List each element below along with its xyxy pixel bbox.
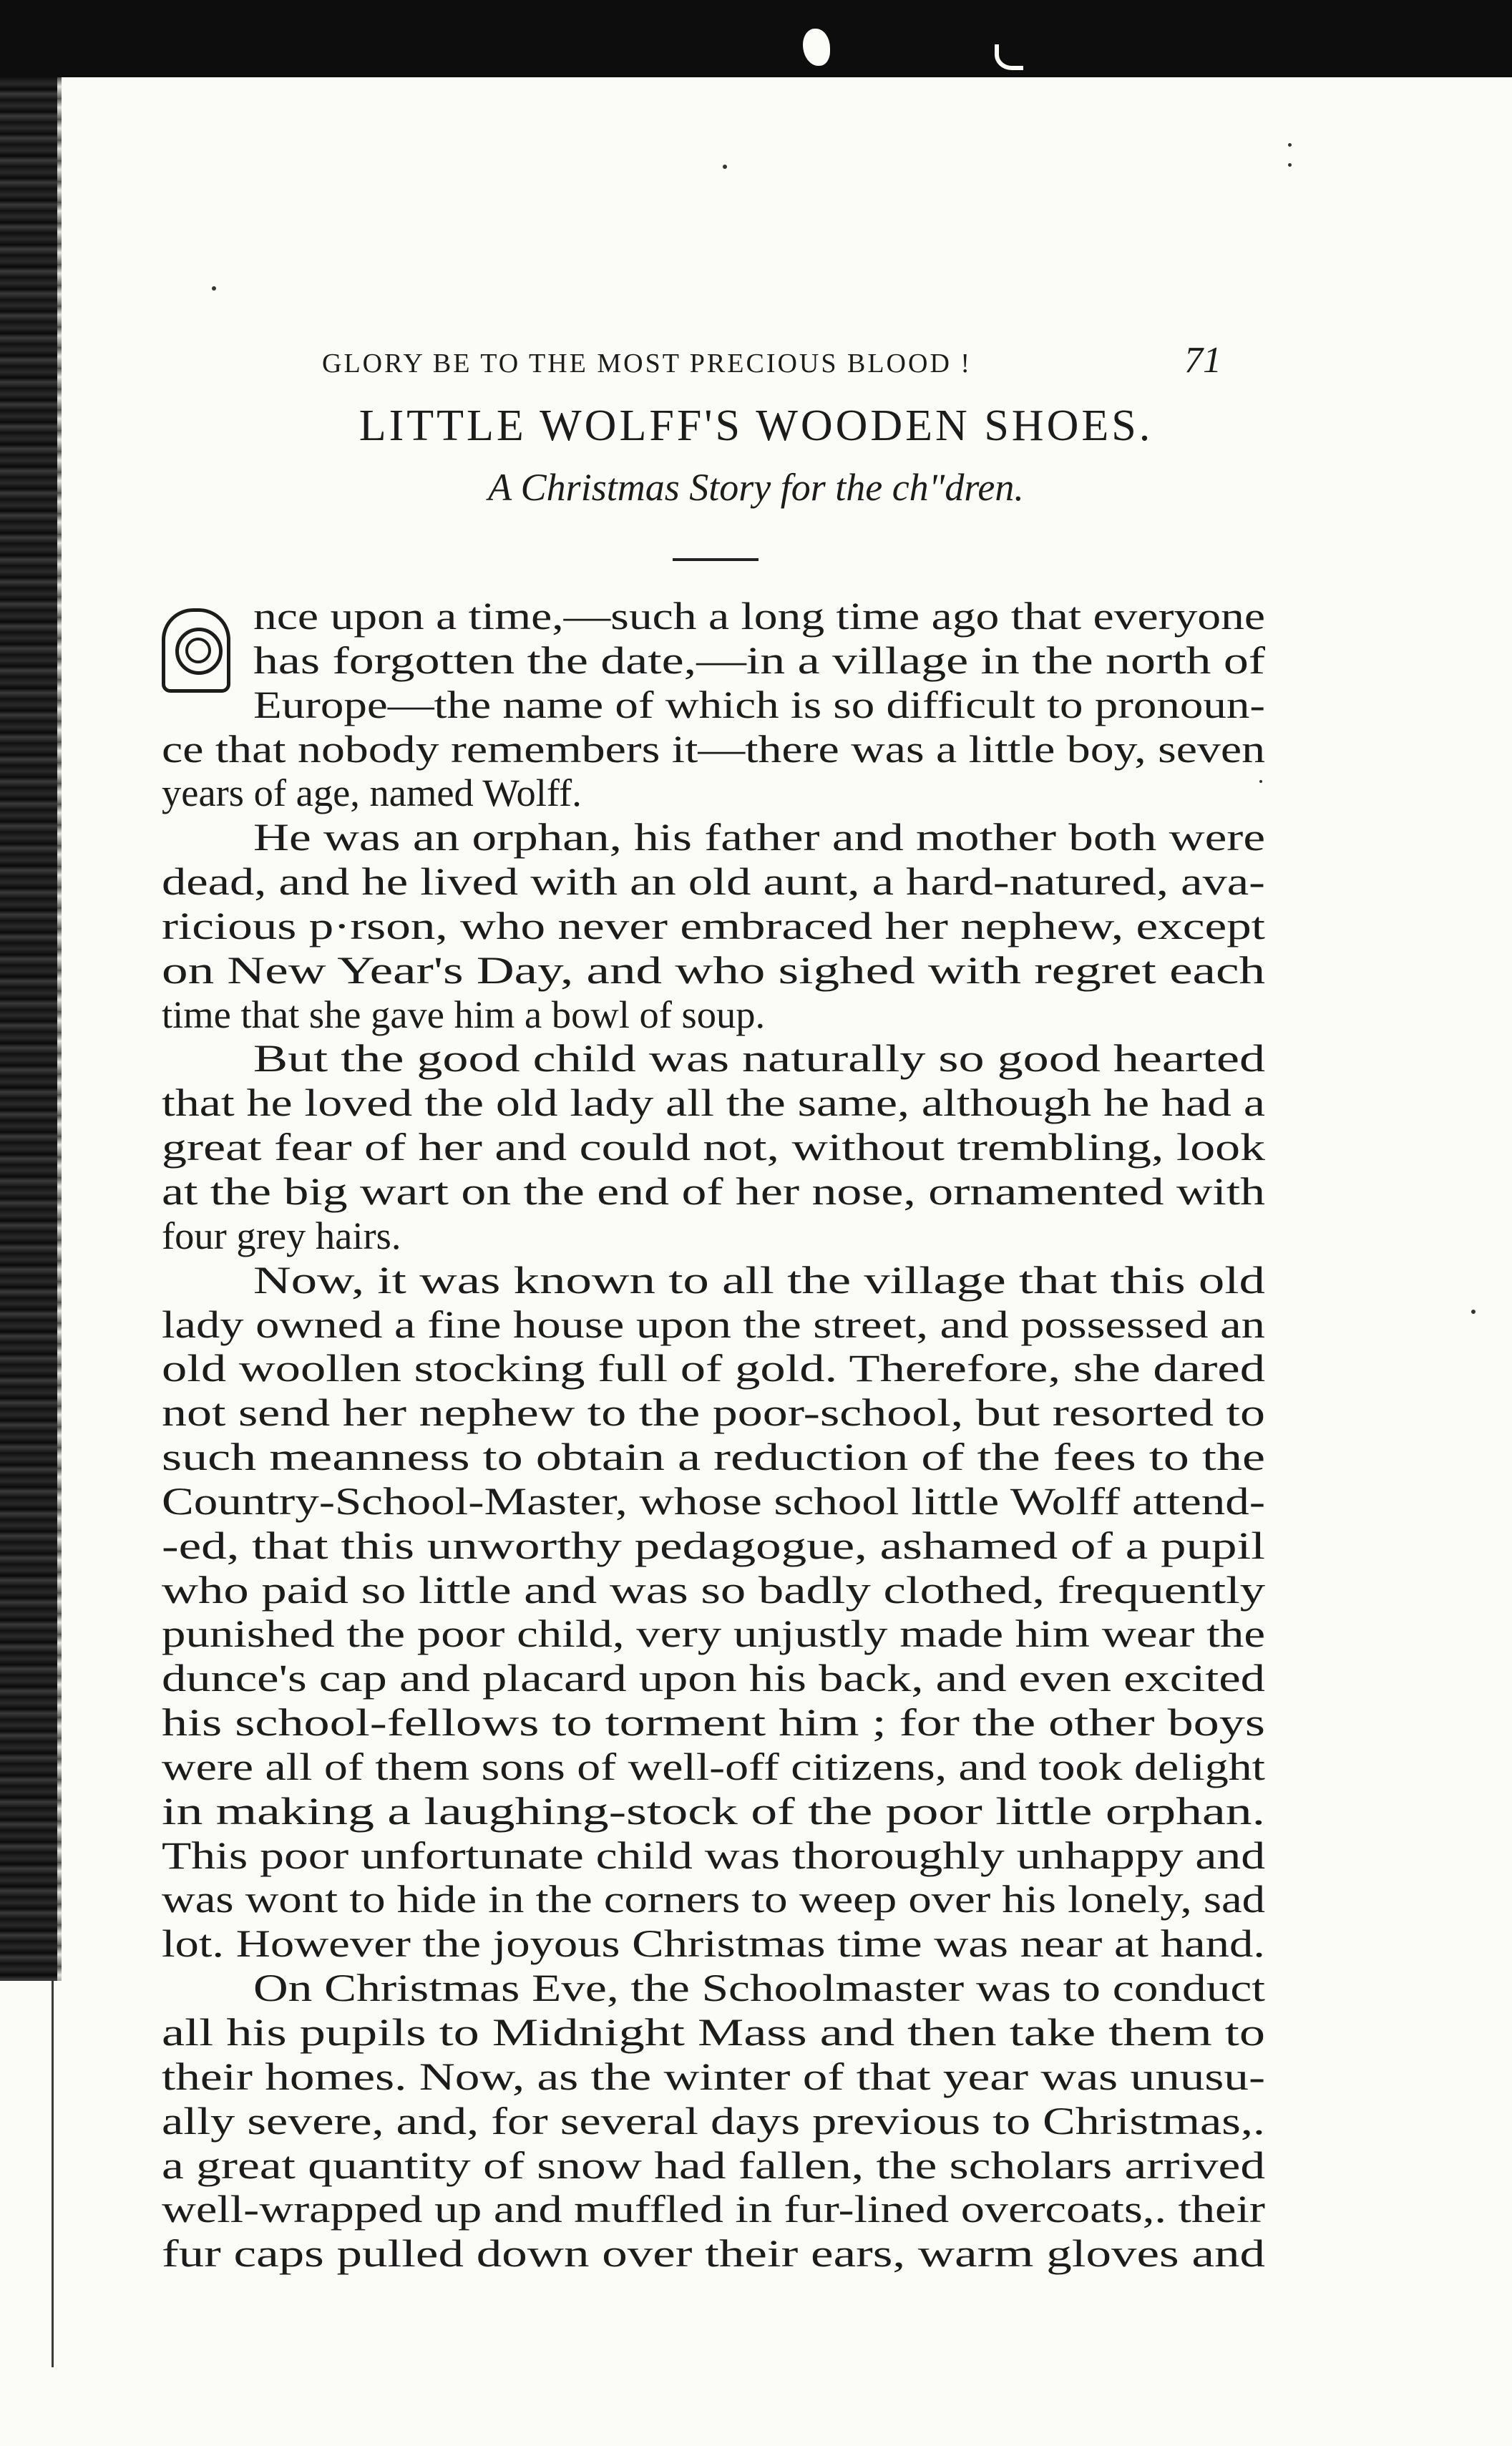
text-line: lot. However the joyous Christmas time was near at hand. (162, 1921, 1265, 1966)
text-line: -ed, that this unworthy pedagogue, ashamed of a pupil (162, 1523, 1265, 1567)
text-line: ce that nobody remembers it—there was a little boy, seven (162, 726, 1266, 771)
scan-blot (995, 44, 1023, 70)
text-line: all his pupils to Midnight Mass and then take them to (162, 2010, 1266, 2054)
text-line: his school-fellows to torment him ; for the other boys (162, 1700, 1265, 1745)
text-line: a great quantity of snow had fallen, the scholars arrived (162, 2143, 1266, 2187)
text-line: who paid so little and was so badly clothed, frequently (162, 1567, 1266, 1612)
page-number: 71 (1184, 340, 1221, 381)
text-line: time that she gave him a bowl of soup. (162, 992, 766, 1036)
text-line: dunce's cap and placard upon his back, and even excited (162, 1656, 1265, 1700)
running-title: GLORY BE TO THE MOST PRECIOUS BLOOD ! (322, 349, 972, 379)
text-line: dead, and he lived with an old aunt, a hard-natured, ava- (162, 859, 1265, 904)
text-line: great fear of her and could not, without trembling, look (162, 1125, 1266, 1169)
scan-top-border (0, 0, 1512, 77)
book-spine-edge (57, 77, 62, 1981)
scan-speck (723, 165, 727, 169)
scan-blot (803, 29, 830, 66)
book-spine-shadow (0, 77, 57, 1981)
text-line: On Christmas Eve, the Schoolmaster was to conduct (253, 1966, 1266, 2010)
text-line: was wont to hide in the corners to weep over his lonely, sad (162, 1877, 1266, 1921)
text-line: ally severe, and, for several days previous to Christmas,. (162, 2098, 1265, 2143)
text-line: This poor unfortunate child was thoroughly unhappy and (162, 1833, 1266, 1877)
text-line: old woollen stocking full of gold. Therefore, she dared (162, 1346, 1265, 1390)
title-rule (673, 558, 759, 561)
text-line: at the big wart on the end of her nose, ornamented with (162, 1169, 1266, 1213)
text-line: ricious p·rson, who never embraced her nephew, except (162, 903, 1266, 947)
text-line: fur caps pulled down over their ears, warm gloves and (162, 2231, 1265, 2276)
text-line: that he loved the old lady all the same, although he had a (162, 1081, 1265, 1125)
scan-speck (1288, 163, 1292, 167)
text-line: years of age, named Wolff. (162, 771, 582, 815)
text-line: But the good child was naturally so good hearted (253, 1036, 1266, 1081)
text-line: Europe—the name of which is so difficult to pronoun- (253, 682, 1266, 726)
scan-speck (1471, 1310, 1476, 1314)
story-subtitle: A Christmas Story for the ch"dren. (488, 466, 1024, 509)
body-text (162, 594, 1265, 2276)
text-line: such meanness to obtain a reduction of the fees to the (162, 1435, 1265, 1479)
text-line: nce upon a time,—such a long time ago that everyone (253, 594, 1266, 638)
text-line: has forgotten the date,—in a village in the north of (253, 638, 1266, 682)
text-line: not send her nephew to the poor-school, but resorted to (162, 1390, 1266, 1435)
text-line: their homes. Now, as the winter of that year was unusu- (162, 2054, 1266, 2098)
text-line: were all of them sons of well-off citizens, and took delight (162, 1744, 1265, 1788)
running-head (322, 340, 1267, 391)
text-line: in making a laughing-stock of the poor little orphan. (162, 1788, 1266, 1833)
text-line: Now, it was known to all the village that this old (253, 1257, 1265, 1302)
scan-speck (212, 286, 216, 291)
text-line: lady owned a fine house upon the street, and possessed an (162, 1302, 1265, 1346)
book-spine-lower (52, 1981, 54, 2367)
text-line: Country-School-Master, whose school little Wolff attend- (162, 1478, 1266, 1523)
scan-speck (1288, 143, 1292, 147)
text-line: He was an orphan, his father and mother both were (253, 815, 1266, 859)
text-line: on New Year's Day, and who sighed with regret each (162, 947, 1266, 992)
text-line: punished the poor child, very unjustly made him wear the (162, 1612, 1266, 1656)
text-line: well-wrapped up and muffled in fur-lined overcoats,. their (162, 2187, 1265, 2231)
text-line: four grey hairs. (162, 1213, 401, 1257)
story-title: LITTLE WOLFF'S WOODEN SHOES. (359, 401, 1153, 450)
